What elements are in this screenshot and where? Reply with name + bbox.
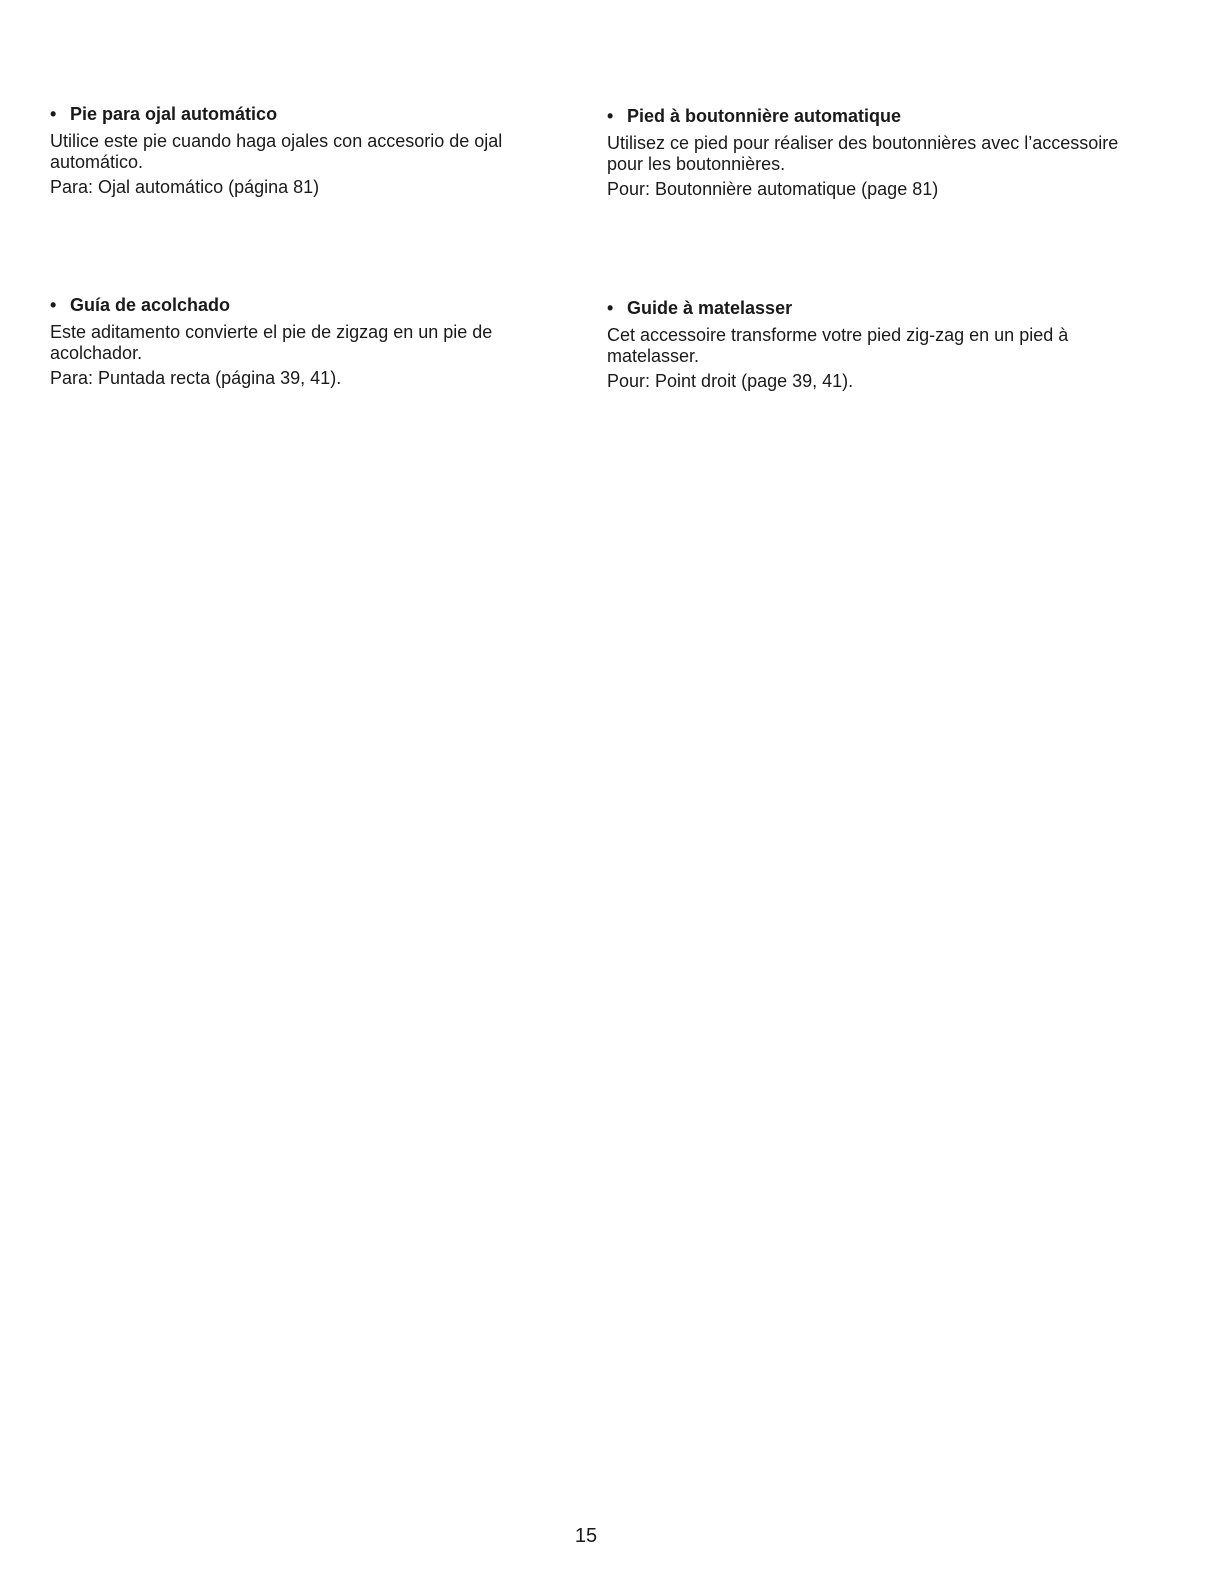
heading-text: Guía de acolchado — [70, 295, 231, 315]
bullet-icon: • — [607, 106, 614, 126]
page-number: 15 — [574, 1525, 598, 1547]
bullet-icon: • — [50, 104, 57, 124]
section-usage: Pour: Point droit (page 39, 41). — [607, 371, 854, 391]
section-quilting-guide-es — [50, 294, 580, 389]
section-description: Cet accessoire transforme votre pied zig-zag en un pied à matelasser. — [607, 325, 1069, 366]
section-buttonhole-foot-fr — [607, 105, 1137, 200]
section-description: Este aditamento convierte el pie de zigzag en un pie de acolchador. — [50, 322, 493, 363]
section-description: Utilisez ce pied pour réaliser des boutonnières avec l’accessoire pour les boutonnières. — [607, 133, 1119, 174]
section-quilting-guide-fr — [607, 297, 1137, 392]
section-heading — [50, 294, 580, 316]
section-usage: Para: Puntada recta (página 39, 41). — [50, 368, 342, 388]
heading-text: Pie para ojal automático — [70, 104, 278, 124]
section-heading — [50, 103, 580, 125]
heading-text: Pied à boutonnière automatique — [627, 106, 902, 126]
section-description: Utilice este pie cuando haga ojales con accesorio de ojal automático. — [50, 131, 503, 172]
section-usage: Para: Ojal automático (página 81) — [50, 177, 320, 197]
section-usage: Pour: Boutonnière automatique (page 81) — [607, 179, 939, 199]
section-buttonhole-foot-es — [50, 103, 580, 198]
bullet-icon: • — [607, 298, 614, 318]
bullet-icon: • — [50, 295, 57, 315]
section-heading — [607, 105, 1137, 127]
heading-text: Guide à matelasser — [627, 298, 793, 318]
section-heading — [607, 297, 1137, 319]
